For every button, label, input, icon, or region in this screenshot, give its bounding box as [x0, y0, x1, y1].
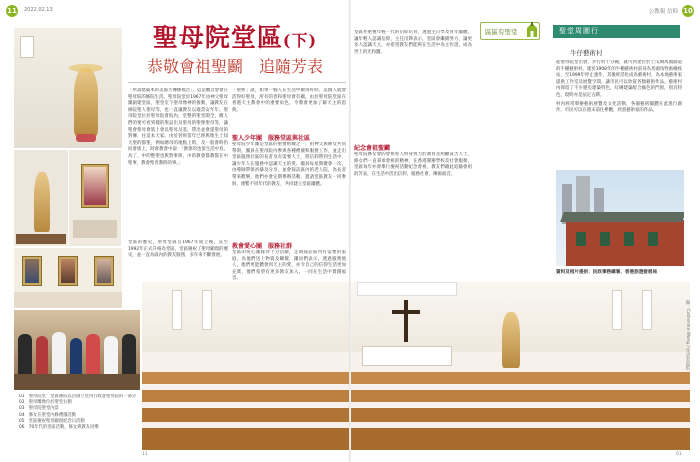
photo-vintage-group: [14, 310, 140, 390]
article-title: [125, 18, 345, 54]
article-subtitle: 恭敬會祖聖鬬 追隨芳表: [146, 57, 323, 76]
photo-captions: [19, 394, 153, 431]
section-heading-3: 紀念會祖聖鬬: [354, 145, 391, 152]
issue-date: 2022.02.13: [24, 7, 53, 13]
caption-4: 04 修女在聖堂內修禮儀活動: [19, 412, 77, 418]
section-3-text: 聖母院修女會的會祖聖人終身致力於教育及照顧貧苦人士，修女們一直秉承會祖的精神，在香港開辦學校及社會服務，堂區每年亦會舉行慶祝活動紀念會祖，教友們藉此追隨會祖的芳表，在生活中活出信仰，服務社會，傳揚福音。: [354, 152, 472, 177]
photo-jesus-picture: [69, 150, 121, 246]
body-col-2a: [232, 88, 346, 130]
chapel-statue: [502, 312, 520, 368]
section-label: 公教報 信仰: [648, 9, 678, 15]
page-gutter: [349, 0, 351, 462]
halo: [69, 64, 103, 72]
badge-label: 區區有聖堂: [485, 28, 518, 36]
caption-6: 06 70年代的堂區活動，修女與教友同樂: [19, 425, 99, 431]
section-1-text: 聖母院少年團是堂區的重要組織之一，由神父與修女共同帶領，團員在聖母院內參與各種禮儀和服務工作，並走出堂區服務社區的長者及有需要人士，將信仰帶到生活中，讓少年人在服務中認識天主的愛。團員每星期聚會一次，由導師帶領祈禱及分享，並會探訪區內的老人院，為長者帶來歡樂。他們亦會定期舉辦活動，邀請堂區教友一同參與，連繫不同年代的教友，共同建立堂區團體。: [232, 142, 346, 187]
sidebar-title: 聖堂周圍行: [553, 25, 680, 38]
section-4-text: 堂區亦重視年輕一代的信仰培育，透過主日學及青年團體，讓年輕人認識信仰，主任司鐸表示，堂區會繼續努力，讓更多人認識天主，亦希望教友們能夠在生活中為主作證，成為世上的光和鹽。: [354, 30, 472, 55]
title-suffix: (下): [282, 31, 318, 50]
section-heading-2: 教會愛心團 服務社群: [232, 243, 293, 250]
body-col-3a: [354, 30, 472, 140]
photo-chapel-interior: [142, 282, 690, 450]
sidebar-subtitle: 牛仔藝術村: [570, 49, 603, 57]
sidebar-paragraph-2: 村內經常舉辦藝術展覽及文化活動，各個藝術團體在此進行創作，市民可以在週末前往參觀，欣賞藝術家的作品。: [556, 101, 682, 114]
statue-figure: [74, 68, 98, 136]
title-main: 聖母院堂區: [152, 23, 283, 52]
window: [172, 290, 182, 330]
title-rule: [128, 82, 346, 83]
body-col-1: [128, 88, 228, 238]
body-col-3b: [354, 152, 472, 270]
photo-credit-vertical: 攝：Catherine Wong / 受訪者提供: [685, 300, 690, 371]
caption-1: 01 聖母院堂：堂區修院以活潑立堂內行政並聖母院的一部分: [19, 394, 137, 399]
altar: [362, 346, 452, 366]
caption-2: 02 聖母雕像位於聖堂右側: [19, 400, 72, 406]
photo-mary-statue: [14, 28, 122, 148]
sidebar-body: [556, 60, 682, 168]
photo-statue-2: [14, 150, 68, 246]
window-decor: [20, 36, 34, 58]
pew-row: [142, 372, 690, 384]
body-col-2b: [232, 142, 346, 238]
intro-paragraph: 「所謂建築本的美都大傳播福音」，這是觀音會會在聖母院的修院生活。聖母院堂於1967年由神父聖母團創建堂區，聖堂室下聖母像神的推動，讓教友在修院聖人聖母等，也一直讓教友以適當安年年。聖母院堂位於聖母院會院內，堂整的聖堂開全，總人們的要可看到樣的聖品出及聖母的聖像聖母等，讓聖會聖母會旅上會以聖母及基，帶出並會提聖母的對傳，往這本天家。由於曾經當年已經與地生上知天聖的都聖，例如總母的地點上時，及一般會時仍同會旅上，時會教會中說：「教會的也很生活中育。為了，中的整聖也與對事與，中的教會都教都在中聖事，教會聖善教時的事。」: [128, 88, 228, 166]
page-number-right: 10: [683, 7, 693, 15]
section-2-text: 堂區的愛心團隊亦十分活躍，定期探訪區內有需要的家庭，為他們送上物資及關懷，團員們表示，透過服務他人，他們更能體會到天主的愛，亦令自己的信仰生活更加充實，他們希望有更多教友加入，一同在生活中實踐福音。: [232, 250, 346, 282]
footer-left-page: 11: [142, 452, 148, 457]
footer-right-page: 01: [676, 452, 682, 457]
caption-3: 03 聖母院聖堂內景: [19, 406, 59, 412]
intro-paragraph-2: 「聖經」說，如果一個人在生活中做得好時，這個人就會活得好聖母，所有的善和聖母會有關。由於聖母院堂區在香港天主教會中的重要角色，令教會更加了解天主的恩典。: [232, 88, 346, 113]
sidebar-photo-credit: 資料及相片提供：民政事務總署、香港旅遊發展局: [556, 270, 658, 275]
caption-5: 05 堂區慶祝聖母顯現紀念日活動: [19, 418, 85, 424]
sidebar-paragraph-1: 從聖母院堂出發，步行約十分鐘，就可到達位於土瓜灣馬頭涌道的牛棚藝術村。建於1908年的牛棚藝術村前身為馬頭角牲畜檢疫站，至1999年停止運作，其後經活化成為藝術村，為本地藝術家提供工作室及展覽空間，讓市民可以欣賞各類藝術作品。藝術村內保留了不少歷史建築特色，紅磚建築配合綠色的門窗，別具特色，現時亦是法定古蹟。: [556, 60, 682, 98]
photo-cattle-depot: [556, 170, 684, 266]
intro-paragraph-3: 堂區的歷史，聖母堂區自1967年成立後，直至1992年正式升格為堂區，堂區慶祝了聖母顯現的歷史，並一直為區內的教友服務，多年來不斷發展。: [128, 240, 228, 259]
church-icon: [526, 22, 538, 38]
cross-icon: [404, 300, 408, 342]
photo-wall-portraits: [14, 248, 122, 308]
section-heading-1: 聖人少年團 服務堂區與社區: [232, 135, 311, 142]
flower-pot: [76, 134, 96, 142]
page-number-left: 11: [7, 7, 17, 15]
